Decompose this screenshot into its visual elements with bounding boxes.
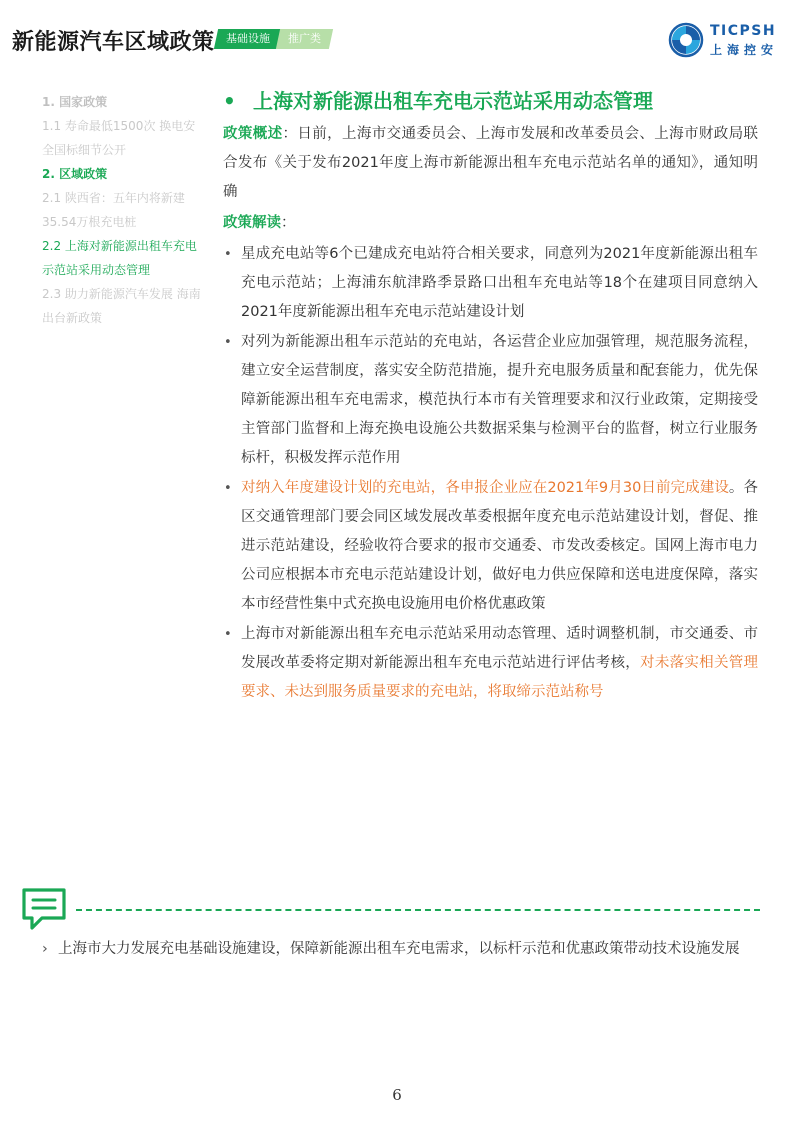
summary-text: 上海市大力发展充电基础设施建设，保障新能源出租车充电需求，以标杆示范和优惠政策带动技术设施发展 bbox=[58, 941, 740, 957]
highlight-text: 对纳入年度建设计划的充电站，各申报企业应在2021年9月30日前完成建设 bbox=[241, 480, 729, 496]
comment-icon bbox=[20, 886, 68, 932]
tag-label: 推广类 bbox=[288, 32, 321, 45]
table-of-contents bbox=[42, 90, 207, 330]
list-item bbox=[223, 328, 758, 473]
list-item-text: 。各区交通管理部门要会同区域发展改革委根据年度充电示范站建设计划，督促、推进示范站建设，经验收符合要求的报市交通委、市发改委核定。国网上海市电力公司应根据本市充电示范站建设计划，做好电力供应保障和送电进度保障，落实本市经营性集中式充换电设施用电价格优惠政策 bbox=[241, 480, 759, 612]
highlight-text: 对未落实相关管理要求、未达到服务质量要求的充电站，将取缔示范站称号 bbox=[241, 655, 759, 700]
toc-item-1-1[interactable]: 1.1 寿命最低1500次 换电安全国标细节公开 bbox=[42, 119, 196, 157]
toc-item-2-2[interactable]: 2.2 上海对新能源出租车充电示范站采用动态管理 bbox=[42, 239, 197, 277]
logo-text-cn: 上海控安 bbox=[710, 43, 779, 57]
list-item bbox=[223, 620, 758, 707]
section-title bbox=[223, 86, 758, 116]
tag-infrastructure bbox=[214, 29, 282, 49]
ticpsh-logo-icon bbox=[668, 22, 704, 58]
summary bbox=[42, 935, 758, 964]
list-item-text: 对列为新能源出租车示范站的充电站，各运营企业应加强管理，规范服务流程，建立安全运营制度，落实安全防范措施，提升充电服务质量和配套能力，优先保障新能源出租车充电需求，模范执行本市有关管理要求和汉行业政策，定期接受主管部门监督和上海充换电设施公共数据采集与检测平台的监督，树立行业服务标杆，积极发挥示范作用 bbox=[241, 334, 758, 466]
section-title-text: 上海对新能源出租车充电示范站采用动态管理 bbox=[253, 89, 653, 113]
policy-interpretation-heading bbox=[223, 209, 758, 238]
tag-promotion bbox=[276, 29, 333, 49]
interpretation-list bbox=[223, 240, 758, 707]
toc-item-national-policy[interactable]: 1. 国家政策 bbox=[42, 95, 108, 109]
list-item-text: 上海市对新能源出租车充电示范站采用动态管理、适时调整机制，市交通委、市发展改革委将定期对新能源出租车充电示范站进行评估考核， bbox=[241, 626, 758, 671]
main-content bbox=[223, 86, 758, 708]
chevron-right-icon: › bbox=[42, 941, 48, 957]
list-item-text: 星成充电站等6个已建成充电站符合相关要求，同意列为2021年度新能源出租车充电示范站；上海浦东航津路季景路口出租车充电站等18个在建项目同意纳入2021年度新能源出租车充电示范站建设计划 bbox=[241, 246, 758, 320]
toc-item-2-3[interactable]: 2.3 助力新能源汽车发展 海南出台新政策 bbox=[42, 287, 201, 325]
toc-item-regional-policy[interactable]: 2. 区域政策 bbox=[42, 167, 108, 181]
list-item bbox=[223, 240, 758, 327]
company-logo bbox=[668, 22, 788, 58]
page-title: 新能源汽车区域政策 bbox=[12, 30, 215, 55]
policy-overview bbox=[223, 120, 758, 207]
page-header bbox=[0, 0, 794, 80]
page-number: 6 bbox=[392, 1086, 402, 1104]
divider bbox=[76, 909, 760, 911]
tag-label: 基础设施 bbox=[226, 32, 270, 45]
overview-label: 政策概述 bbox=[223, 126, 283, 142]
list-item bbox=[223, 474, 758, 619]
logo-text-en: TICPSH bbox=[710, 23, 777, 39]
bullet-dot-icon: • bbox=[223, 89, 236, 113]
overview-text: ：日前，上海市交通委员会、上海市发展和改革委员会、上海市财政局联合发布《关于发布2021年度上海市新能源出租车充电示范站名单的通知》，通知明确 bbox=[223, 126, 759, 200]
toc-item-2-1[interactable]: 2.1 陕西省：五年内将新建35.54万根充电桩 bbox=[42, 191, 185, 229]
interpret-label: 政策解读 bbox=[223, 215, 281, 231]
interpret-colon: ： bbox=[281, 215, 296, 231]
